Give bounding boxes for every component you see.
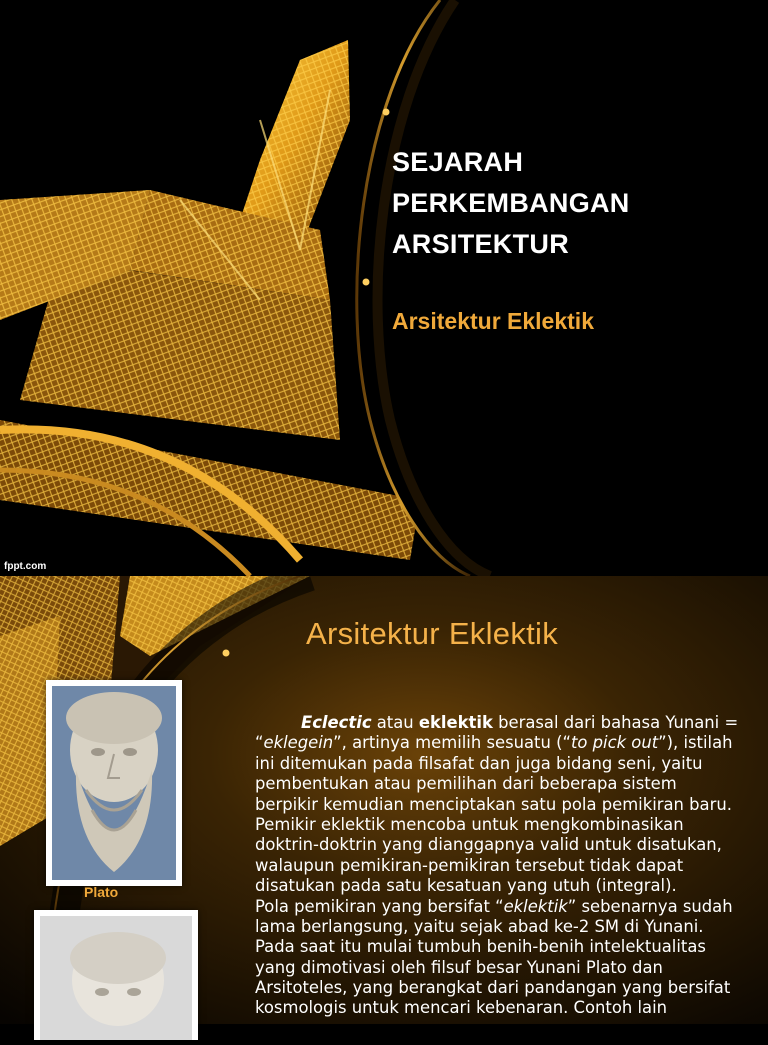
text-span: atau <box>371 713 419 732</box>
body-paragraph <box>255 713 761 1019</box>
text-line <box>255 897 761 917</box>
slide-heading: Arsitektur Eklektik <box>306 616 559 651</box>
plato-caption: Plato <box>84 884 119 900</box>
slide-title-text <box>392 142 752 265</box>
text-span: Pola pemikiran yang bersifat “ <box>255 896 504 916</box>
text-line <box>255 733 761 753</box>
text-line: walaupun pemikiran-pemikiran tersebut tidak dapat <box>255 855 684 875</box>
text-line: doktrin-doktrin yang dianggapnya valid untuk disatukan, <box>255 835 722 855</box>
text-line: ini ditemukan pada filsafat dan juga bidang seni, yaitu <box>255 753 703 773</box>
text-span: ” sebenarnya sudah <box>567 896 733 916</box>
template-credit: fppt.com <box>4 561 47 572</box>
text-line: lama berlangsung, yaitu sejak abad ke-2 SM di Yunani. <box>255 916 704 936</box>
text-line: disatukan pada satu kesatuan yang utuh (integral). <box>255 876 677 896</box>
title-line: PERKEMBANGAN <box>392 188 630 218</box>
text-span: berasal dari bahasa Yunani = <box>492 713 739 732</box>
term-eklegein: eklegein <box>263 733 334 753</box>
slide-subtitle: Arsitektur Eklektik <box>392 308 594 334</box>
text-line: Pemikir eklektik mencoba untuk mengkombinasikan <box>255 814 684 834</box>
title-line: ARSITEKTUR <box>392 229 569 259</box>
term-eclectic: Eclectic <box>301 713 372 732</box>
text-line: berpikir kemudian menciptakan satu pola pemikiran baru. <box>255 794 732 814</box>
text-line: pembentukan atau pemilihan dari beberapa sistem <box>255 774 677 794</box>
text-span: ”), istilah <box>658 733 733 753</box>
plato-portrait <box>46 680 182 886</box>
term-to-pick-out: to pick out <box>570 733 659 753</box>
aristotle-portrait <box>34 910 198 1040</box>
title-line: SEJARAH <box>392 147 524 177</box>
aristotle-bust-image <box>34 910 198 1040</box>
term-eklektik: eklektik <box>418 713 493 732</box>
text-line <box>255 713 761 733</box>
text-line: Pada saat itu mulai tumbuh benih-benih intelektualitas <box>255 937 706 957</box>
text-line: kosmologis untuk mencari kebenaran. Contoh lain <box>255 998 668 1018</box>
text-line: yang dimotivasi oleh filsuf besar Yunani Plato dan <box>255 957 663 977</box>
term-eklektik-italic: eklektik <box>503 896 568 916</box>
plato-bust-image <box>46 680 182 886</box>
text-span: ”, artinya memilih sesuatu (“ <box>333 733 571 753</box>
text-line: Arsitoteles, yang berangkat dari pandangan yang bersifat <box>255 978 731 998</box>
text-span: “ <box>255 733 264 753</box>
